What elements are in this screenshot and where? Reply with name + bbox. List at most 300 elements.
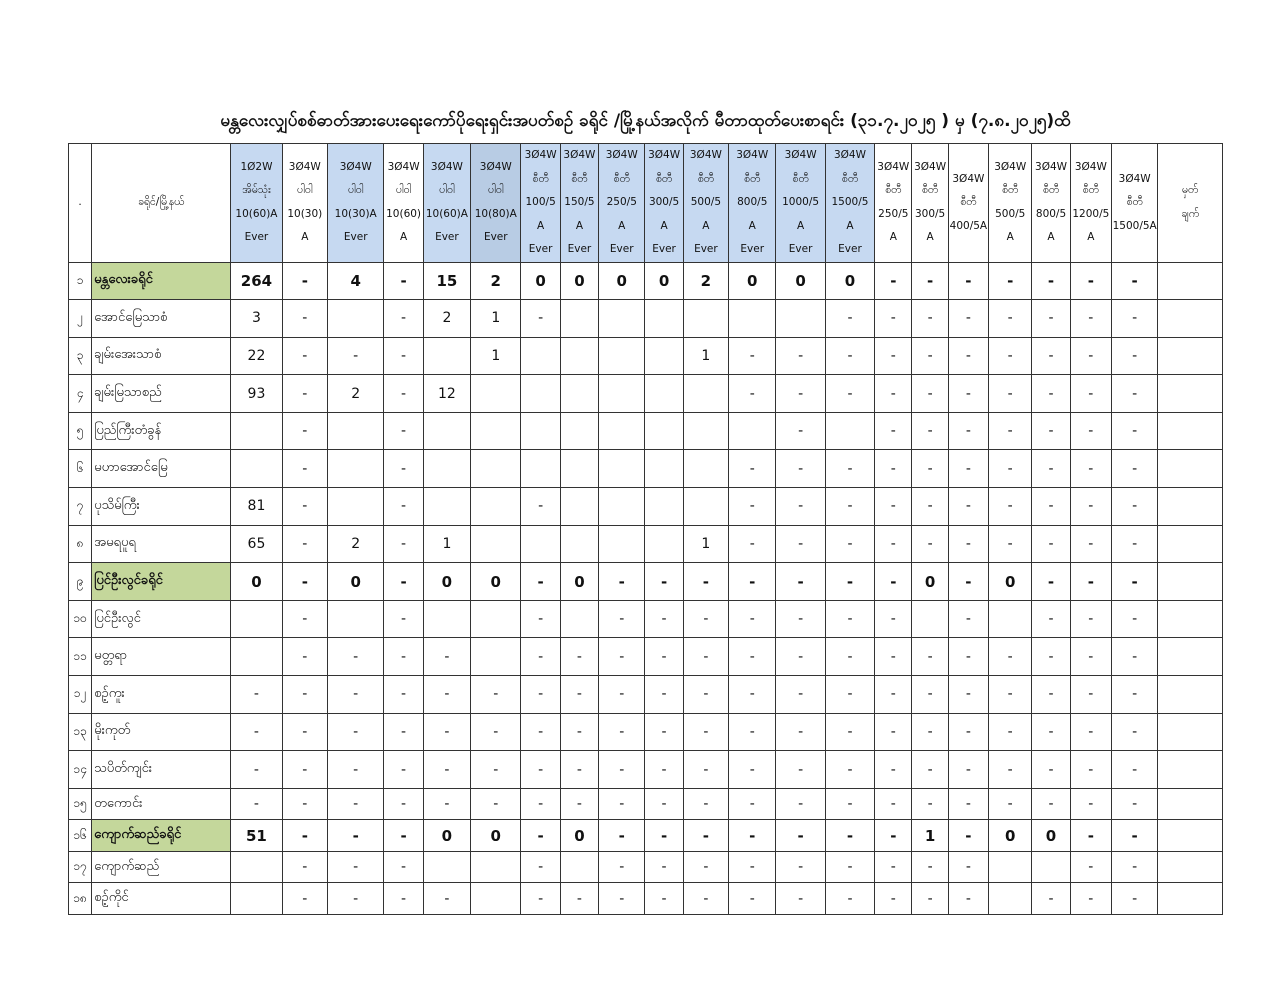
meter-count-cell: - bbox=[729, 638, 776, 676]
header-line: 3Ø4W bbox=[339, 160, 372, 173]
meter-count-cell bbox=[327, 600, 383, 638]
header-serial: . bbox=[69, 144, 92, 263]
meter-count-cell: - bbox=[282, 300, 327, 338]
meter-count-cell: - bbox=[825, 488, 874, 526]
meter-count-cell: - bbox=[825, 751, 874, 789]
meter-count-cell: - bbox=[989, 375, 1032, 413]
remark-cell bbox=[1158, 883, 1223, 915]
meter-count-cell: - bbox=[912, 676, 948, 714]
header-line: စီတီ bbox=[960, 196, 977, 208]
meter-count-cell: - bbox=[989, 488, 1032, 526]
meter-count-cell: - bbox=[948, 375, 988, 413]
meter-count-cell bbox=[599, 337, 645, 375]
meter-count-cell: - bbox=[327, 820, 383, 852]
remark-cell bbox=[1158, 563, 1223, 601]
header-line: 3Ø4W bbox=[1074, 160, 1107, 173]
meter-count-cell: - bbox=[729, 788, 776, 820]
header-meter-type bbox=[599, 144, 645, 263]
header-meter-type bbox=[327, 144, 383, 263]
remark-cell bbox=[1158, 851, 1223, 883]
meter-count-cell: - bbox=[683, 713, 728, 751]
row-serial: ၃ bbox=[69, 337, 92, 375]
meter-count-cell: 4 bbox=[327, 262, 383, 300]
header-line: Ever bbox=[244, 231, 269, 244]
meter-count-cell: - bbox=[1111, 525, 1157, 563]
header-line: Ever bbox=[838, 243, 862, 255]
meter-count-cell: - bbox=[599, 676, 645, 714]
meter-count-cell: - bbox=[825, 638, 874, 676]
meter-count-cell bbox=[471, 638, 521, 676]
meter-count-cell: - bbox=[729, 883, 776, 915]
meter-count-cell bbox=[471, 851, 521, 883]
table-body bbox=[69, 262, 1223, 914]
meter-count-cell: - bbox=[912, 412, 948, 450]
meter-count-cell: - bbox=[1111, 751, 1157, 789]
meter-count-cell bbox=[423, 600, 470, 638]
meter-count-cell: - bbox=[912, 262, 948, 300]
meter-count-cell: - bbox=[599, 851, 645, 883]
meter-count-cell bbox=[327, 450, 383, 488]
meter-count-cell: - bbox=[521, 713, 560, 751]
meter-count-cell: - bbox=[729, 851, 776, 883]
meter-count-cell: - bbox=[471, 751, 521, 789]
meter-count-cell bbox=[231, 450, 282, 488]
header-line: A bbox=[399, 231, 408, 244]
header-line: စီတီ bbox=[656, 172, 673, 185]
header-line: 3Ø4W bbox=[736, 149, 769, 161]
meter-count-cell: - bbox=[384, 488, 423, 526]
meter-count-cell: - bbox=[729, 375, 776, 413]
row-serial: ၈ bbox=[69, 525, 92, 563]
meter-count-cell: - bbox=[948, 262, 988, 300]
meter-count-cell: - bbox=[1070, 713, 1111, 751]
meter-count-cell bbox=[776, 300, 825, 338]
remark-cell bbox=[1158, 600, 1223, 638]
row-name: ချမ်းအေးသာစံ bbox=[92, 337, 231, 375]
meter-count-cell: 0 bbox=[825, 262, 874, 300]
meter-count-cell bbox=[560, 337, 598, 375]
meter-count-cell: - bbox=[521, 883, 560, 915]
meter-count-cell bbox=[471, 450, 521, 488]
meter-count-cell: - bbox=[989, 450, 1032, 488]
meter-count-cell: - bbox=[683, 883, 728, 915]
meter-count-cell: - bbox=[948, 563, 988, 601]
meter-count-cell: 264 bbox=[231, 262, 282, 300]
meter-count-cell: - bbox=[948, 450, 988, 488]
meter-count-cell: - bbox=[282, 638, 327, 676]
remark-cell bbox=[1158, 638, 1223, 676]
meter-count-cell: - bbox=[282, 751, 327, 789]
meter-count-cell: - bbox=[560, 638, 598, 676]
meter-count-cell: - bbox=[1032, 525, 1070, 563]
meter-count-cell: - bbox=[282, 450, 327, 488]
township-row bbox=[69, 375, 1223, 413]
header-line: Ever bbox=[609, 243, 634, 255]
meter-count-cell: - bbox=[282, 563, 327, 601]
meter-count-cell: - bbox=[948, 412, 988, 450]
meter-count-cell bbox=[471, 525, 521, 563]
remark-cell bbox=[1158, 375, 1223, 413]
header-remark bbox=[1158, 144, 1223, 263]
meter-count-cell bbox=[599, 488, 645, 526]
meter-count-cell: - bbox=[384, 525, 423, 563]
header-line: 300/5 bbox=[648, 196, 680, 208]
meter-count-cell: - bbox=[875, 337, 912, 375]
township-row bbox=[69, 851, 1223, 883]
meter-count-cell: - bbox=[875, 262, 912, 300]
header-line: A bbox=[660, 219, 668, 232]
header-line: Ever bbox=[652, 243, 676, 255]
meter-count-cell bbox=[683, 375, 728, 413]
meter-count-cell: - bbox=[729, 820, 776, 852]
meter-count-cell: - bbox=[1070, 638, 1111, 676]
meter-count-cell: - bbox=[384, 820, 423, 852]
township-row bbox=[69, 638, 1223, 676]
header-line: 800/5 bbox=[737, 196, 768, 208]
meter-count-cell bbox=[683, 488, 728, 526]
meter-count-cell: - bbox=[1111, 820, 1157, 852]
meter-count-cell bbox=[231, 638, 282, 676]
meter-count-cell: 0 bbox=[1032, 820, 1070, 852]
meter-count-cell: - bbox=[875, 412, 912, 450]
meter-count-cell: - bbox=[599, 751, 645, 789]
township-row bbox=[69, 883, 1223, 915]
meter-count-cell: - bbox=[912, 375, 948, 413]
header-district-township: ခရိုင်/မြို့နယ် bbox=[92, 144, 231, 263]
header-line: 10(60)A bbox=[235, 207, 278, 220]
meter-count-cell: - bbox=[384, 851, 423, 883]
header-line: Ever bbox=[435, 231, 459, 244]
header-meter-type bbox=[645, 144, 683, 263]
meter-count-cell: - bbox=[989, 676, 1032, 714]
row-name: သပိတ်ကျင်း bbox=[92, 751, 231, 789]
header-line: Ever bbox=[694, 243, 718, 255]
meter-count-cell: 0 bbox=[521, 262, 560, 300]
header-line: 3Ø4W bbox=[914, 160, 947, 173]
meter-count-cell: - bbox=[948, 751, 988, 789]
meter-count-cell: - bbox=[645, 851, 683, 883]
meter-count-cell: - bbox=[875, 488, 912, 526]
meter-count-cell: - bbox=[282, 375, 327, 413]
row-name: စဉ့်ကူး bbox=[92, 676, 231, 714]
meter-count-cell: - bbox=[231, 676, 282, 714]
meter-count-cell: - bbox=[1032, 883, 1070, 915]
meter-count-cell: - bbox=[471, 713, 521, 751]
meter-count-cell bbox=[560, 450, 598, 488]
meter-count-cell: - bbox=[282, 337, 327, 375]
meter-count-cell: - bbox=[912, 450, 948, 488]
row-name: ကျောက်ဆည်ခရိုင် bbox=[92, 820, 231, 852]
meter-count-cell: - bbox=[1032, 375, 1070, 413]
meter-count-cell: - bbox=[1111, 676, 1157, 714]
header-line: ပါဝါ bbox=[395, 184, 412, 197]
meter-count-cell: - bbox=[729, 563, 776, 601]
header-line: 3Ø4W bbox=[994, 160, 1027, 173]
meter-count-cell: - bbox=[327, 851, 383, 883]
meter-count-cell: - bbox=[423, 638, 470, 676]
meter-count-cell: 81 bbox=[231, 488, 282, 526]
row-serial: ၁၅ bbox=[69, 788, 92, 820]
row-serial: ၆ bbox=[69, 450, 92, 488]
meter-count-cell: - bbox=[423, 713, 470, 751]
meter-count-cell: - bbox=[1070, 300, 1111, 338]
meter-count-cell: 0 bbox=[989, 820, 1032, 852]
meter-count-cell: - bbox=[1032, 300, 1070, 338]
meter-count-cell: - bbox=[1032, 788, 1070, 820]
meter-count-cell: - bbox=[282, 820, 327, 852]
meter-count-cell: - bbox=[282, 262, 327, 300]
meter-count-cell bbox=[423, 488, 470, 526]
meter-count-cell: - bbox=[1111, 450, 1157, 488]
meter-count-cell: - bbox=[1032, 412, 1070, 450]
meter-count-cell: - bbox=[423, 676, 470, 714]
meter-count-cell: - bbox=[327, 676, 383, 714]
meter-count-cell: - bbox=[1032, 713, 1070, 751]
meter-count-cell: - bbox=[384, 337, 423, 375]
header-line: 150/5 bbox=[564, 196, 595, 208]
meter-count-cell: - bbox=[471, 788, 521, 820]
meter-count-cell: 2 bbox=[423, 300, 470, 338]
remark-cell bbox=[1158, 300, 1223, 338]
header-line: A bbox=[846, 219, 854, 232]
meter-count-cell: 0 bbox=[560, 820, 598, 852]
header-line: စီတီ bbox=[841, 172, 859, 185]
meter-count-cell: - bbox=[683, 820, 728, 852]
meter-count-cell: - bbox=[282, 851, 327, 883]
meter-count-cell bbox=[645, 450, 683, 488]
meter-count-cell: - bbox=[989, 713, 1032, 751]
meter-count-cell: 65 bbox=[231, 525, 282, 563]
meter-count-cell: - bbox=[948, 820, 988, 852]
meter-issue-table bbox=[68, 143, 1223, 915]
meter-count-cell: - bbox=[1070, 600, 1111, 638]
meter-count-cell: - bbox=[560, 676, 598, 714]
header-line: A bbox=[301, 231, 309, 244]
meter-count-cell: - bbox=[912, 713, 948, 751]
header-line: 10(60)A bbox=[425, 207, 468, 220]
meter-count-cell: - bbox=[1111, 713, 1157, 751]
meter-count-cell: 1 bbox=[912, 820, 948, 852]
district-row bbox=[69, 820, 1223, 852]
meter-count-cell: - bbox=[948, 851, 988, 883]
meter-count-cell: 1 bbox=[471, 337, 521, 375]
meter-count-cell: 93 bbox=[231, 375, 282, 413]
row-name: မဟာအောင်မြေ bbox=[92, 450, 231, 488]
meter-count-cell bbox=[683, 450, 728, 488]
meter-count-cell: - bbox=[825, 676, 874, 714]
remark-cell bbox=[1158, 751, 1223, 789]
header-line: 1000/5 bbox=[782, 196, 820, 208]
meter-count-cell bbox=[560, 375, 598, 413]
meter-count-cell: - bbox=[776, 788, 825, 820]
meter-count-cell bbox=[521, 412, 560, 450]
meter-count-cell: - bbox=[989, 525, 1032, 563]
meter-count-cell: - bbox=[645, 600, 683, 638]
header-line: 400/5A bbox=[949, 219, 988, 232]
header-line: Ever bbox=[788, 243, 813, 255]
meter-count-cell bbox=[423, 450, 470, 488]
meter-count-cell: - bbox=[948, 600, 988, 638]
header-meter-type bbox=[1032, 144, 1070, 263]
meter-count-cell: - bbox=[776, 337, 825, 375]
meter-count-cell: 1 bbox=[471, 300, 521, 338]
meter-count-cell: - bbox=[1111, 337, 1157, 375]
header-line: 1Ø2W bbox=[240, 160, 273, 173]
header-meter-type bbox=[1111, 144, 1157, 263]
meter-count-cell: - bbox=[384, 412, 423, 450]
meter-count-cell: - bbox=[231, 788, 282, 820]
header-line: A bbox=[1047, 231, 1055, 244]
meter-count-cell: - bbox=[560, 883, 598, 915]
header-meter-type bbox=[521, 144, 560, 263]
township-row bbox=[69, 713, 1223, 751]
meter-count-cell: - bbox=[989, 300, 1032, 338]
meter-count-cell: - bbox=[521, 676, 560, 714]
meter-count-cell bbox=[231, 883, 282, 915]
meter-count-cell: 15 bbox=[423, 262, 470, 300]
remark-cell bbox=[1158, 450, 1223, 488]
header-meter-type bbox=[282, 144, 327, 263]
header-line: A bbox=[702, 219, 710, 232]
meter-count-cell: - bbox=[327, 788, 383, 820]
header-line: 300/5 bbox=[914, 207, 946, 220]
meter-count-cell: - bbox=[521, 788, 560, 820]
row-serial: ၁၀ bbox=[69, 600, 92, 638]
meter-count-cell: 0 bbox=[471, 820, 521, 852]
meter-count-cell: - bbox=[875, 713, 912, 751]
header-line: စီတီ bbox=[532, 172, 549, 185]
meter-count-cell: 0 bbox=[231, 563, 282, 601]
header-meter-type bbox=[471, 144, 521, 263]
meter-count-cell: 1 bbox=[683, 525, 728, 563]
header-meter-type bbox=[875, 144, 912, 263]
header-line: ပါဝါ bbox=[439, 184, 455, 197]
meter-count-cell: - bbox=[875, 851, 912, 883]
header-meter-type bbox=[776, 144, 825, 263]
meter-count-cell: - bbox=[423, 751, 470, 789]
meter-count-cell: - bbox=[384, 713, 423, 751]
meter-count-cell: - bbox=[521, 638, 560, 676]
meter-count-cell: - bbox=[1111, 412, 1157, 450]
remark-cell bbox=[1158, 337, 1223, 375]
meter-count-cell: - bbox=[1111, 300, 1157, 338]
meter-count-cell: - bbox=[599, 820, 645, 852]
header-line: A bbox=[748, 219, 756, 232]
header-meter-type bbox=[825, 144, 874, 263]
meter-count-cell: - bbox=[912, 883, 948, 915]
meter-count-cell: - bbox=[989, 337, 1032, 375]
meter-count-cell: - bbox=[875, 883, 912, 915]
meter-count-cell: - bbox=[521, 600, 560, 638]
meter-count-cell: - bbox=[1032, 563, 1070, 601]
row-serial: ၁၃ bbox=[69, 713, 92, 751]
header-line: 100/5 bbox=[525, 196, 556, 208]
meter-count-cell bbox=[327, 300, 383, 338]
meter-count-cell: - bbox=[282, 412, 327, 450]
meter-count-cell: - bbox=[776, 638, 825, 676]
meter-count-cell: - bbox=[327, 337, 383, 375]
header-meter-type bbox=[683, 144, 728, 263]
township-row bbox=[69, 412, 1223, 450]
header-line: Ever bbox=[483, 231, 508, 244]
meter-count-cell bbox=[645, 488, 683, 526]
meter-count-cell bbox=[231, 600, 282, 638]
meter-count-cell: - bbox=[1111, 262, 1157, 300]
meter-count-cell: - bbox=[1070, 563, 1111, 601]
meter-count-cell: - bbox=[282, 600, 327, 638]
header-line: 10(30) bbox=[287, 207, 323, 220]
header-meter-type bbox=[912, 144, 948, 263]
meter-count-cell: - bbox=[1111, 883, 1157, 915]
header-line: 1500/5A bbox=[1112, 219, 1157, 232]
meter-count-cell: - bbox=[327, 751, 383, 789]
meter-count-cell: - bbox=[912, 300, 948, 338]
meter-count-cell: - bbox=[1032, 337, 1070, 375]
meter-count-cell: - bbox=[912, 525, 948, 563]
header-line: စီတီ bbox=[571, 172, 588, 185]
header-line: စီတီ bbox=[1082, 184, 1099, 197]
meter-count-cell: - bbox=[384, 883, 423, 915]
meter-count-cell: - bbox=[599, 788, 645, 820]
row-name: ပြင်ဦးလွင်ခရိုင် bbox=[92, 563, 231, 601]
meter-count-cell: - bbox=[1032, 676, 1070, 714]
meter-count-cell: - bbox=[1070, 851, 1111, 883]
meter-count-cell: - bbox=[948, 713, 988, 751]
header-meter-type bbox=[989, 144, 1032, 263]
meter-count-cell: - bbox=[1070, 375, 1111, 413]
meter-count-cell: - bbox=[423, 788, 470, 820]
meter-count-cell: - bbox=[825, 788, 874, 820]
header-line: 3Ø4W bbox=[524, 149, 557, 161]
meter-count-cell: - bbox=[521, 851, 560, 883]
meter-count-cell bbox=[989, 600, 1032, 638]
header-line: A bbox=[1087, 231, 1095, 244]
township-row bbox=[69, 450, 1223, 488]
meter-count-cell: - bbox=[599, 600, 645, 638]
row-serial: ၁၆ bbox=[69, 820, 92, 852]
meter-count-cell: 0 bbox=[776, 262, 825, 300]
header-line: 1200/5 bbox=[1072, 207, 1110, 220]
meter-count-cell bbox=[231, 412, 282, 450]
meter-count-cell: - bbox=[1070, 337, 1111, 375]
meter-count-cell: - bbox=[384, 300, 423, 338]
meter-count-cell bbox=[645, 300, 683, 338]
meter-count-cell: - bbox=[645, 713, 683, 751]
meter-count-cell: 0 bbox=[645, 262, 683, 300]
township-row bbox=[69, 525, 1223, 563]
meter-count-cell: - bbox=[875, 638, 912, 676]
meter-count-cell: - bbox=[875, 300, 912, 338]
meter-count-cell bbox=[560, 600, 598, 638]
header-line: 3Ø4W bbox=[479, 160, 512, 173]
header-line: 3Ø4W bbox=[1035, 160, 1068, 173]
meter-count-cell: 0 bbox=[599, 262, 645, 300]
meter-count-cell: - bbox=[776, 412, 825, 450]
meter-count-cell: - bbox=[825, 820, 874, 852]
header-line: ပါဝါ bbox=[347, 184, 364, 197]
meter-count-cell: - bbox=[875, 525, 912, 563]
header-meter-type bbox=[423, 144, 470, 263]
header-line: 3Ø4W bbox=[288, 160, 321, 173]
meter-count-cell bbox=[327, 488, 383, 526]
meter-count-cell: - bbox=[1070, 262, 1111, 300]
meter-count-cell bbox=[683, 300, 728, 338]
meter-count-cell bbox=[683, 412, 728, 450]
meter-count-cell: 0 bbox=[560, 563, 598, 601]
header-line: A bbox=[618, 219, 626, 232]
header-line: 10(30)A bbox=[334, 207, 377, 220]
row-serial: ၉ bbox=[69, 563, 92, 601]
